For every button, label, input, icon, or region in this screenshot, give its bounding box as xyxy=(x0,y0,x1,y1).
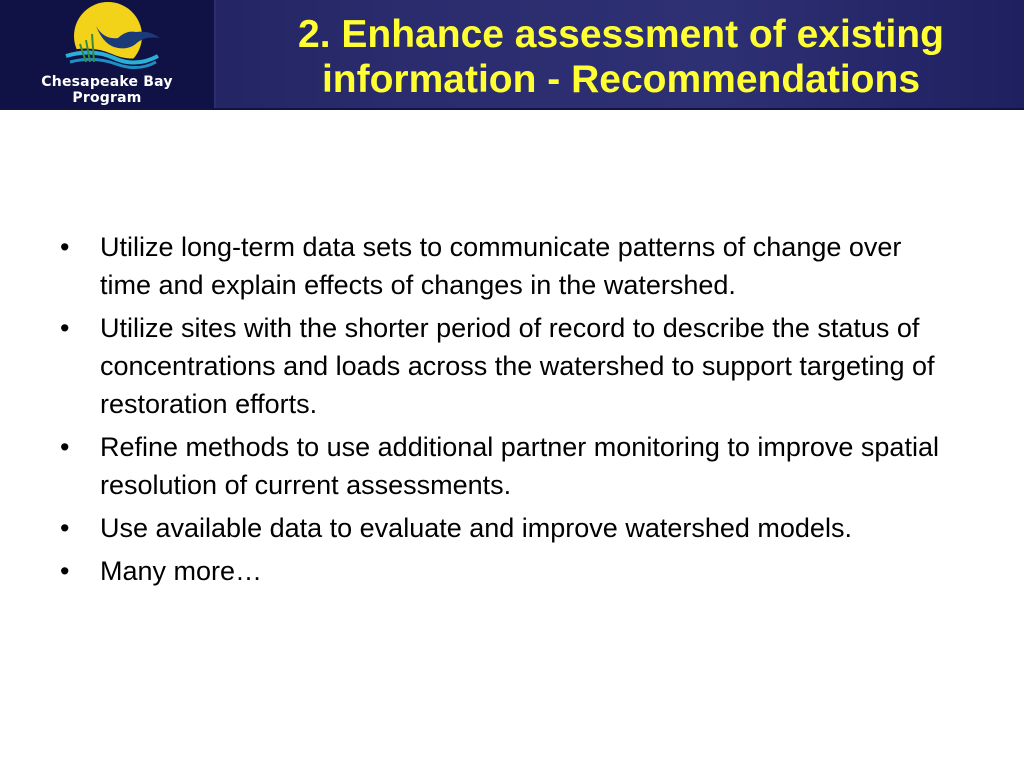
slide-title xyxy=(226,12,1016,102)
bullet-icon: • xyxy=(60,232,70,262)
slide-title-line1: 2. Enhance assessment of existing xyxy=(298,13,944,56)
bullet-text: Utilize long-term data sets to communicate patterns of change over time and explain effects of changes in the watershed. xyxy=(100,232,902,300)
header-divider xyxy=(0,108,1024,110)
bullet-icon: • xyxy=(60,556,70,586)
bullet-item xyxy=(56,552,956,590)
logo-text-line2: Program xyxy=(72,90,142,106)
bullet-text: Refine methods to use additional partner monitoring to improve spatial resolution of current assessments. xyxy=(100,432,939,500)
chesapeake-bay-program-logo xyxy=(0,0,216,110)
logo-text-line1: Chesapeake Bay xyxy=(41,74,173,90)
bullet-icon: • xyxy=(60,432,70,462)
bullet-icon: • xyxy=(60,513,70,543)
slide-title-line2: information - Recommendations xyxy=(321,58,921,101)
bullet-text: Utilize sites with the shorter period of record to describe the status of concentrations and loads across the watershed to support targeting of restoration efforts. xyxy=(100,313,935,419)
bullet-icon: • xyxy=(60,313,70,343)
bullet-text: Use available data to evaluate and improve watershed models. xyxy=(100,513,852,543)
bullet-item xyxy=(56,428,956,504)
bullet-text: Many more… xyxy=(100,556,263,586)
bullet-list xyxy=(56,228,956,595)
bullet-item xyxy=(56,309,956,423)
bullet-item xyxy=(56,509,956,547)
bullet-item xyxy=(56,228,956,304)
